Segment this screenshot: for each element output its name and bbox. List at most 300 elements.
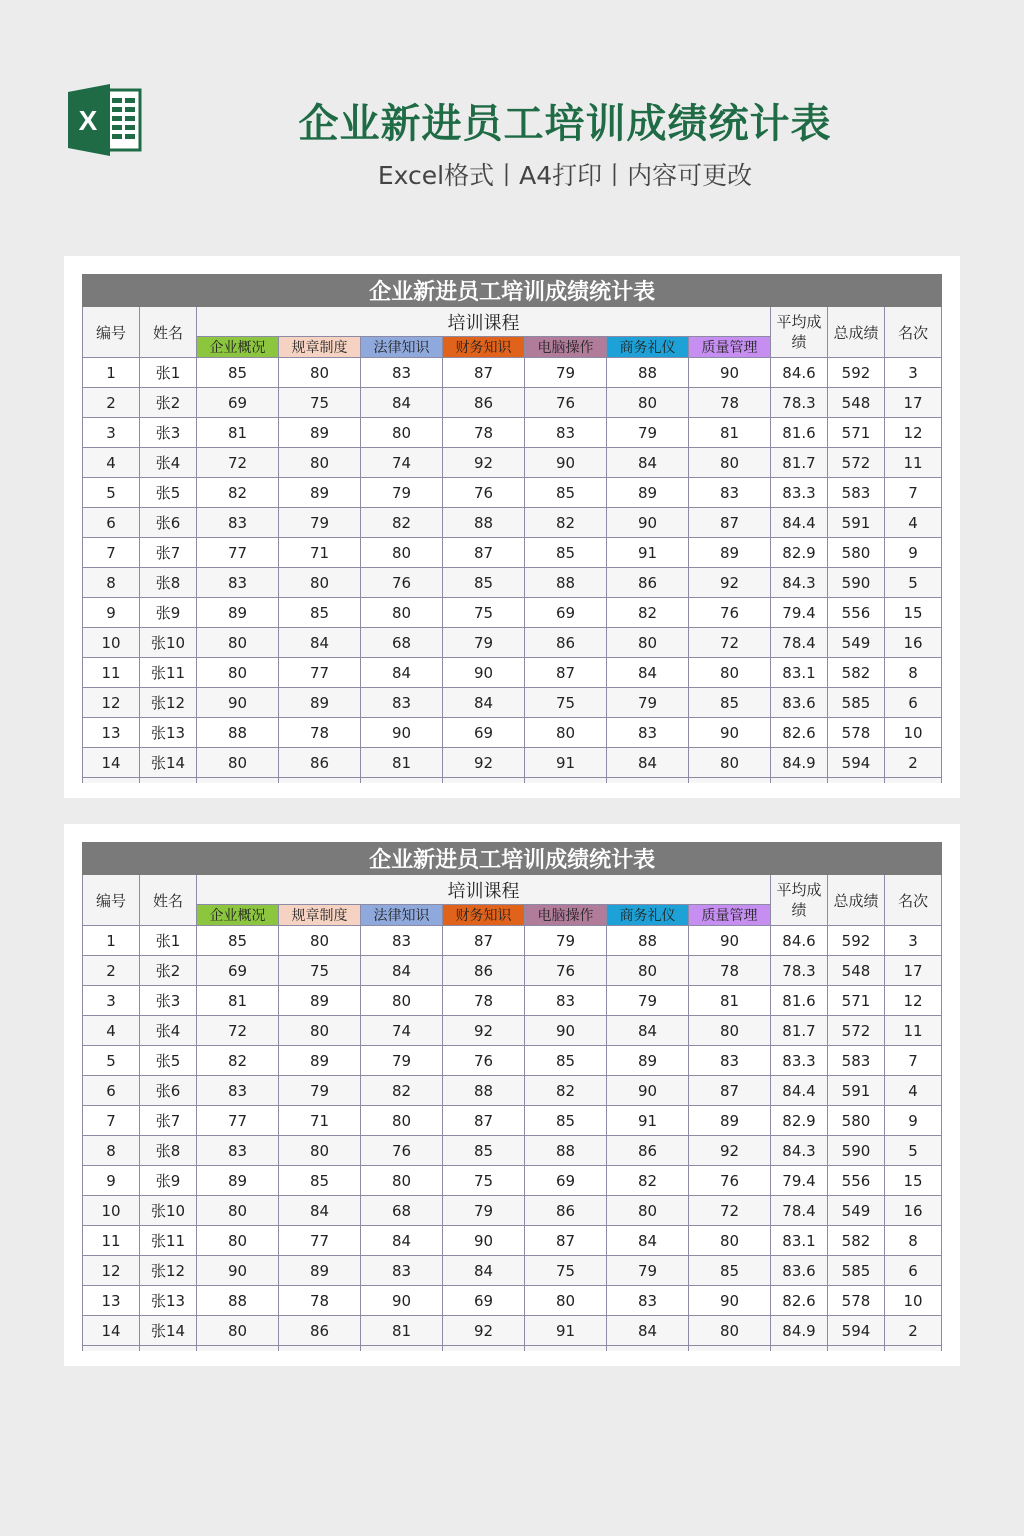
cell-score: 75 (525, 1256, 607, 1286)
cell-score: 80 (607, 1196, 689, 1226)
cell-score: 84 (607, 658, 689, 688)
cell-total: 583 (828, 478, 885, 508)
cell-score: 82 (525, 508, 607, 538)
cell-id: 2 (83, 388, 140, 418)
cell-score: 85 (443, 1136, 525, 1166)
cell-score: 69 (525, 1166, 607, 1196)
cell-name: 张2 (140, 388, 197, 418)
header-total: 总成绩 (828, 875, 885, 926)
cell-name: 张7 (140, 1106, 197, 1136)
cell-name: 张7 (140, 538, 197, 568)
cell-id: 14 (83, 1316, 140, 1346)
cell-score: 83 (361, 688, 443, 718)
cell-id: 6 (83, 1076, 140, 1106)
cell-avg: 84.9 (771, 1316, 828, 1346)
cell-name: 张8 (140, 568, 197, 598)
cell-score: 90 (525, 1016, 607, 1046)
cell-score: 82 (607, 598, 689, 628)
header-avg: 平均成绩 (771, 875, 828, 926)
cell-score: 76 (443, 1046, 525, 1076)
cell-avg: 83.6 (771, 1256, 828, 1286)
cell-score: 80 (525, 1286, 607, 1316)
cell-score: 82 (361, 508, 443, 538)
course-header: 质量管理 (689, 337, 771, 358)
cell-score: 88 (197, 718, 279, 748)
cell-avg: 84.9 (771, 748, 828, 778)
cell-rank: 8 (885, 658, 942, 688)
cell-score: 92 (443, 748, 525, 778)
cell-score: 80 (279, 568, 361, 598)
cell-score: 76 (525, 388, 607, 418)
cell-name: 张11 (140, 1226, 197, 1256)
cell-score: 78 (443, 986, 525, 1016)
cell-score: 91 (525, 1316, 607, 1346)
cell-name: 张13 (140, 718, 197, 748)
cell-rank: 7 (885, 1046, 942, 1076)
cell-score: 81 (197, 986, 279, 1016)
table-row (83, 508, 942, 538)
table-row (83, 748, 942, 778)
cell-avg: 83.1 (771, 658, 828, 688)
table-row (83, 1286, 942, 1316)
cell-score: 83 (197, 568, 279, 598)
cell-rank: 2 (885, 748, 942, 778)
cell-score: 91 (607, 538, 689, 568)
cell-total: 594 (828, 1316, 885, 1346)
cell-score: 72 (197, 448, 279, 478)
cell-score: 85 (525, 1106, 607, 1136)
cell-score: 79 (607, 418, 689, 448)
cell-score: 82 (525, 1076, 607, 1106)
cell-score: 90 (443, 658, 525, 688)
cell-score: 87 (689, 1076, 771, 1106)
header-id: 编号 (83, 875, 140, 926)
cell-score: 84 (361, 388, 443, 418)
cell-score: 80 (279, 1136, 361, 1166)
cell-score: 92 (443, 1016, 525, 1046)
cell-score: 76 (525, 956, 607, 986)
cell-id: 4 (83, 1016, 140, 1046)
cell-id: 3 (83, 418, 140, 448)
cell-score: 84 (607, 1226, 689, 1256)
cell-score: 88 (197, 1286, 279, 1316)
cell-score: 82 (607, 1166, 689, 1196)
cell-score: 80 (525, 718, 607, 748)
table-row (83, 1226, 942, 1256)
cell-score: 83 (197, 1136, 279, 1166)
cell-rank: 12 (885, 986, 942, 1016)
cell-rank: 8 (885, 1226, 942, 1256)
cell-name: 张6 (140, 508, 197, 538)
header-total: 总成绩 (828, 307, 885, 358)
cell-total: 592 (828, 926, 885, 956)
cell-score: 84 (361, 956, 443, 986)
cell-score: 87 (443, 538, 525, 568)
cell-score: 85 (197, 358, 279, 388)
cell-score: 88 (443, 1076, 525, 1106)
table-row (83, 1076, 942, 1106)
cell-score: 83 (689, 1046, 771, 1076)
cell-rank: 9 (885, 1106, 942, 1136)
cell-score: 89 (279, 418, 361, 448)
cell-score: 78 (279, 718, 361, 748)
cell-score: 84 (361, 1226, 443, 1256)
cell-score: 90 (689, 718, 771, 748)
table-row (83, 418, 942, 448)
cell-score: 79 (361, 478, 443, 508)
cell-total: 592 (828, 358, 885, 388)
cell-total: 571 (828, 418, 885, 448)
cell-score: 79 (607, 986, 689, 1016)
cell-rank: 5 (885, 568, 942, 598)
course-header: 企业概况 (197, 905, 279, 926)
cell-score: 91 (607, 1106, 689, 1136)
cell-score: 71 (279, 538, 361, 568)
cell-score: 87 (525, 658, 607, 688)
cell-score: 89 (279, 478, 361, 508)
cell-score: 88 (525, 568, 607, 598)
cell-id: 7 (83, 1106, 140, 1136)
cell-score: 84 (361, 658, 443, 688)
cell-rank: 4 (885, 1076, 942, 1106)
table-row (83, 658, 942, 688)
cell-score: 84 (443, 688, 525, 718)
cell-score: 80 (197, 658, 279, 688)
cell-score: 75 (443, 598, 525, 628)
cell-id: 13 (83, 1286, 140, 1316)
cell-score: 85 (525, 478, 607, 508)
table-row (83, 448, 942, 478)
cell-avg: 84.4 (771, 1076, 828, 1106)
cell-score: 76 (443, 478, 525, 508)
cell-id: 10 (83, 1196, 140, 1226)
header-course-group: 培训课程 (197, 875, 771, 905)
cell-score: 77 (197, 538, 279, 568)
cell-score: 69 (197, 956, 279, 986)
cell-score: 81 (197, 418, 279, 448)
cell-score: 81 (361, 748, 443, 778)
cell-score: 80 (607, 628, 689, 658)
cell-rank: 10 (885, 1286, 942, 1316)
cell-total: 591 (828, 508, 885, 538)
cell-score: 89 (279, 688, 361, 718)
cell-score: 71 (279, 1106, 361, 1136)
cell-score: 80 (607, 388, 689, 418)
course-header: 质量管理 (689, 905, 771, 926)
cell-rank: 6 (885, 1256, 942, 1286)
cell-score: 90 (689, 926, 771, 956)
cell-score: 80 (361, 986, 443, 1016)
cell-rank: 12 (885, 418, 942, 448)
cell-name: 张12 (140, 1256, 197, 1286)
cell-score: 75 (279, 956, 361, 986)
cell-score: 85 (525, 538, 607, 568)
cell-score: 90 (607, 508, 689, 538)
page-title: 企业新进员工培训成绩统计表 (298, 101, 832, 147)
cell-score: 74 (361, 1016, 443, 1046)
cell-score: 86 (525, 628, 607, 658)
cell-score: 84 (607, 1016, 689, 1046)
cell-avg: 84.3 (771, 568, 828, 598)
cell-name: 张4 (140, 448, 197, 478)
cell-score: 92 (443, 448, 525, 478)
table-row (83, 1316, 942, 1346)
cell-total: 548 (828, 956, 885, 986)
cell-avg: 81.6 (771, 986, 828, 1016)
cell-total: 580 (828, 538, 885, 568)
cell-score: 83 (525, 418, 607, 448)
cell-rank: 6 (885, 688, 942, 718)
cell-rank: 17 (885, 388, 942, 418)
cell-score: 80 (197, 748, 279, 778)
cell-score: 86 (279, 748, 361, 778)
header-course-group: 培训课程 (197, 307, 771, 337)
cell-score: 78 (689, 956, 771, 986)
cell-id: 6 (83, 508, 140, 538)
cell-avg: 83.6 (771, 688, 828, 718)
cell-name: 张6 (140, 1076, 197, 1106)
cell-score: 80 (279, 448, 361, 478)
cell-score: 90 (689, 358, 771, 388)
cell-score: 85 (197, 926, 279, 956)
table-row (83, 688, 942, 718)
cell-avg: 78.4 (771, 1196, 828, 1226)
cell-score: 87 (443, 358, 525, 388)
cell-score: 86 (279, 1316, 361, 1346)
cell-total: 549 (828, 628, 885, 658)
cell-rank: 3 (885, 358, 942, 388)
cell-score: 87 (525, 1226, 607, 1256)
cell-score: 83 (197, 508, 279, 538)
cell-score: 87 (443, 926, 525, 956)
cell-name: 张5 (140, 1046, 197, 1076)
cell-rank: 16 (885, 1196, 942, 1226)
table-row (83, 568, 942, 598)
cell-score: 85 (443, 568, 525, 598)
cell-score: 89 (689, 1106, 771, 1136)
cell-score: 90 (361, 718, 443, 748)
cell-name: 张8 (140, 1136, 197, 1166)
cell-score: 86 (525, 1196, 607, 1226)
cell-name: 张10 (140, 1196, 197, 1226)
header-rank: 名次 (885, 307, 942, 358)
cell-id: 10 (83, 628, 140, 658)
course-header: 规章制度 (279, 905, 361, 926)
cell-score: 83 (607, 718, 689, 748)
cell-score: 84 (443, 1256, 525, 1286)
cell-name: 张5 (140, 478, 197, 508)
cell-score: 80 (689, 448, 771, 478)
cell-id: 12 (83, 688, 140, 718)
cell-score: 81 (689, 418, 771, 448)
cell-rank: 2 (885, 1316, 942, 1346)
course-header: 财务知识 (443, 905, 525, 926)
cell-score: 68 (361, 1196, 443, 1226)
cell-score: 76 (361, 1136, 443, 1166)
course-header: 电脑操作 (525, 337, 607, 358)
cell-avg: 82.6 (771, 1286, 828, 1316)
cell-rank: 15 (885, 1166, 942, 1196)
table-row (83, 478, 942, 508)
cell-name: 张13 (140, 1286, 197, 1316)
cell-score: 78 (689, 388, 771, 418)
cell-score: 90 (443, 1226, 525, 1256)
cell-id: 11 (83, 658, 140, 688)
cell-avg: 84.6 (771, 926, 828, 956)
cell-score: 84 (279, 628, 361, 658)
cell-score: 80 (361, 538, 443, 568)
cell-score: 80 (197, 1226, 279, 1256)
table-row (83, 718, 942, 748)
cell-score: 79 (607, 688, 689, 718)
cell-score: 88 (607, 926, 689, 956)
cell-id: 1 (83, 926, 140, 956)
table-title: 企业新进员工培训成绩统计表 (83, 843, 942, 875)
cell-name: 张12 (140, 688, 197, 718)
cell-score: 80 (361, 418, 443, 448)
cell-score: 75 (525, 688, 607, 718)
cell-score: 69 (525, 598, 607, 628)
cell-total: 571 (828, 986, 885, 1016)
cell-score: 80 (279, 926, 361, 956)
cell-id: 8 (83, 568, 140, 598)
cell-avg: 79.4 (771, 1166, 828, 1196)
cell-score: 83 (361, 926, 443, 956)
table-row (83, 986, 942, 1016)
cell-score: 87 (443, 1106, 525, 1136)
course-header: 规章制度 (279, 337, 361, 358)
cell-score: 89 (197, 1166, 279, 1196)
cell-score: 80 (197, 628, 279, 658)
cell-score: 80 (689, 1316, 771, 1346)
cell-score: 77 (279, 658, 361, 688)
cell-rank: 11 (885, 448, 942, 478)
cell-score: 80 (361, 1166, 443, 1196)
cell-rank: 5 (885, 1136, 942, 1166)
cell-score: 83 (197, 1076, 279, 1106)
cell-id: 5 (83, 1046, 140, 1076)
cell-total: 582 (828, 658, 885, 688)
course-header: 商务礼仪 (607, 337, 689, 358)
cell-rank: 15 (885, 598, 942, 628)
cell-rank: 7 (885, 478, 942, 508)
table-title: 企业新进员工培训成绩统计表 (83, 275, 942, 307)
cell-score: 89 (689, 538, 771, 568)
cell-total: 549 (828, 1196, 885, 1226)
cell-score: 85 (279, 598, 361, 628)
cell-score: 80 (607, 956, 689, 986)
cell-score: 80 (361, 1106, 443, 1136)
cell-score: 80 (197, 1196, 279, 1226)
cell-score: 80 (361, 598, 443, 628)
cell-id: 12 (83, 1256, 140, 1286)
cell-avg: 81.6 (771, 418, 828, 448)
cell-avg: 84.3 (771, 1136, 828, 1166)
sheet-preview-1 (64, 256, 960, 798)
cell-score: 90 (607, 1076, 689, 1106)
cell-score: 85 (689, 688, 771, 718)
cell-score: 77 (197, 1106, 279, 1136)
cell-rank: 16 (885, 628, 942, 658)
cell-total: 556 (828, 598, 885, 628)
cell-score: 69 (443, 718, 525, 748)
table-row (83, 1106, 942, 1136)
logo-letter: X (78, 105, 98, 136)
cell-score: 79 (525, 358, 607, 388)
cell-score: 86 (607, 568, 689, 598)
cell-name: 张1 (140, 926, 197, 956)
cell-score: 77 (279, 1226, 361, 1256)
cell-id: 3 (83, 986, 140, 1016)
cell-score: 72 (197, 1016, 279, 1046)
cell-score: 89 (279, 1256, 361, 1286)
cell-score: 69 (443, 1286, 525, 1316)
cell-total: 572 (828, 1016, 885, 1046)
cell-score: 82 (197, 478, 279, 508)
cell-id: 9 (83, 598, 140, 628)
table-row (83, 628, 942, 658)
cell-score: 90 (525, 448, 607, 478)
cell-total: 548 (828, 388, 885, 418)
table-row (83, 538, 942, 568)
cell-name: 张2 (140, 956, 197, 986)
cell-score: 74 (361, 448, 443, 478)
cell-score: 83 (525, 986, 607, 1016)
cell-id: 5 (83, 478, 140, 508)
cell-score: 85 (279, 1166, 361, 1196)
cell-avg: 81.7 (771, 448, 828, 478)
cell-score: 79 (279, 1076, 361, 1106)
cell-total: 578 (828, 1286, 885, 1316)
cell-score: 84 (607, 1316, 689, 1346)
cell-name: 张9 (140, 1166, 197, 1196)
cell-score: 90 (197, 688, 279, 718)
cell-score: 81 (689, 986, 771, 1016)
cell-id: 13 (83, 718, 140, 748)
cell-score: 68 (361, 628, 443, 658)
cell-name: 张14 (140, 748, 197, 778)
table-row (83, 1256, 942, 1286)
cell-score: 85 (689, 1256, 771, 1286)
cell-score: 79 (279, 508, 361, 538)
cell-rank: 9 (885, 538, 942, 568)
cell-score: 89 (279, 986, 361, 1016)
cell-id: 4 (83, 448, 140, 478)
cell-id: 7 (83, 538, 140, 568)
cell-score: 79 (607, 1256, 689, 1286)
cell-score: 75 (443, 1166, 525, 1196)
cell-score: 80 (279, 358, 361, 388)
cell-avg: 84.6 (771, 358, 828, 388)
cell-score: 83 (689, 478, 771, 508)
cell-id: 9 (83, 1166, 140, 1196)
header-name: 姓名 (140, 875, 197, 926)
cell-score: 86 (607, 1136, 689, 1166)
cell-score: 86 (443, 388, 525, 418)
cell-name: 张11 (140, 658, 197, 688)
cell-rank: 11 (885, 1016, 942, 1046)
cell-score: 75 (279, 388, 361, 418)
cell-id: 14 (83, 748, 140, 778)
table-row (83, 1136, 942, 1166)
cell-score: 79 (443, 628, 525, 658)
cell-total: 578 (828, 718, 885, 748)
cell-total: 585 (828, 688, 885, 718)
cell-score: 88 (525, 1136, 607, 1166)
cell-score: 84 (607, 748, 689, 778)
cell-score: 88 (443, 508, 525, 538)
course-header: 商务礼仪 (607, 905, 689, 926)
